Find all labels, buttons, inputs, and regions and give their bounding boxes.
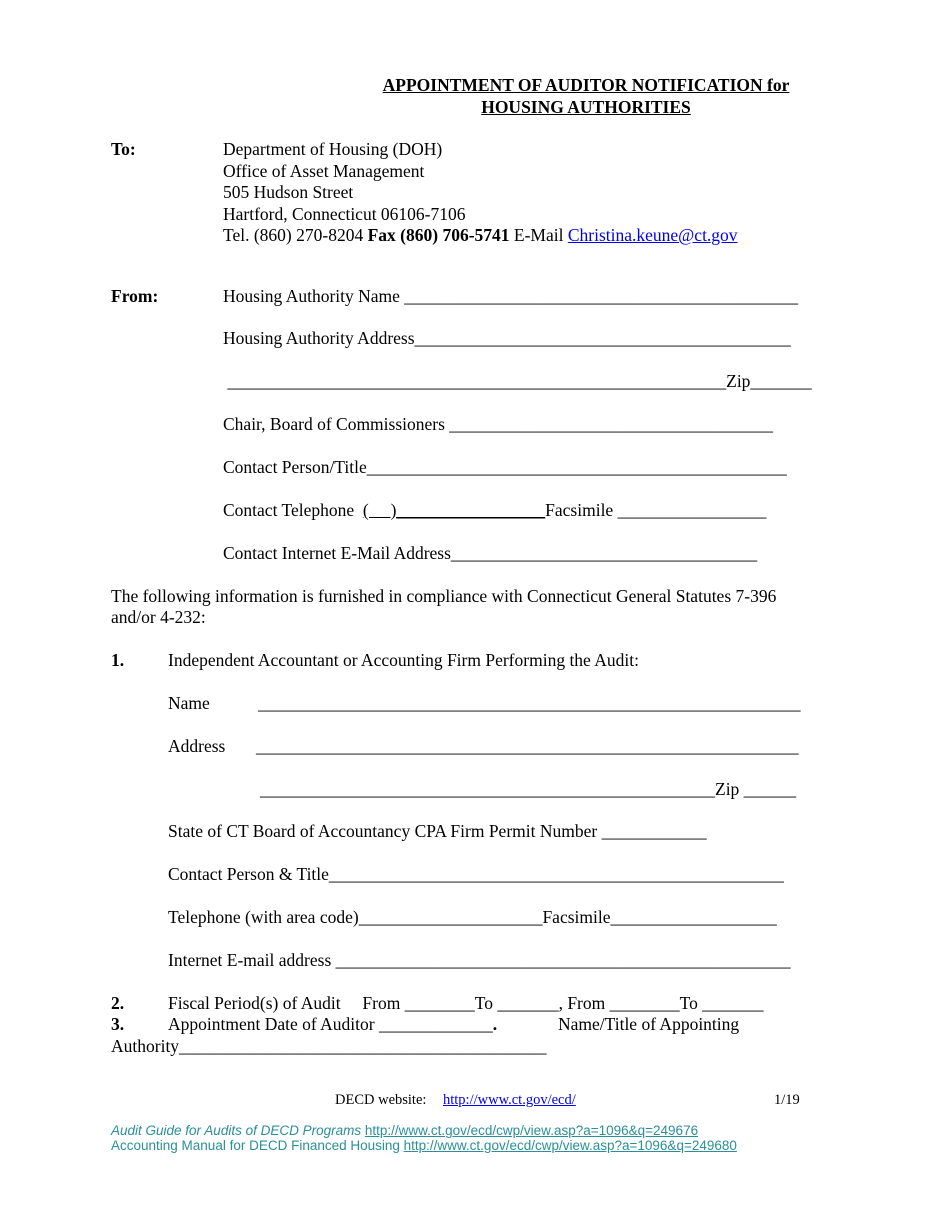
compliance-line1: The following information is furnished in compliance with Connecticut General Statutes 7-396 bbox=[111, 586, 777, 606]
appointment-date-field[interactable] bbox=[168, 1013, 497, 1035]
accounting-manual-label: Accounting Manual for DECD Financed Housing bbox=[111, 1138, 404, 1153]
footer-website-label: DECD website: bbox=[335, 1092, 427, 1108]
housing-authority-name-field[interactable]: Housing Authority Name _____________________________________________ bbox=[223, 286, 799, 306]
page-title: APPOINTMENT OF AUDITOR NOTIFICATION for bbox=[382, 75, 790, 95]
page-number: 1/19 bbox=[774, 1092, 800, 1108]
audit-guide-link[interactable]: http://www.ct.gov/ecd/cwp/view.asp?a=1096&q=249676 bbox=[364, 1123, 699, 1138]
housing-authority-zip-field[interactable]: _________________________________________________________Zip_______ bbox=[223, 371, 812, 391]
compliance-line2: and/or 4-232: bbox=[111, 607, 206, 627]
contact-facsimile-field[interactable]: Facsimile _________________ bbox=[545, 500, 767, 520]
to-line-office: Office of Asset Management bbox=[223, 161, 425, 181]
auditor-name-label: Name bbox=[168, 693, 210, 713]
from-label: From: bbox=[111, 286, 159, 306]
item2-number: 2. bbox=[111, 993, 125, 1013]
to-fax: Fax (860) 706-5741 bbox=[367, 225, 510, 245]
auditor-telephone-field[interactable]: Telephone (with area code)_____________________Facsimile___________________ bbox=[168, 907, 777, 927]
to-line-department: Department of Housing (DOH) bbox=[223, 139, 443, 159]
audit-guide-label: Audit Guide for Audits of DECD Programs bbox=[111, 1123, 365, 1138]
to-email-link[interactable]: Christina.keune@ct.gov bbox=[567, 225, 738, 245]
to-line-street: 505 Hudson Street bbox=[223, 182, 354, 202]
page-title-line2: HOUSING AUTHORITIES bbox=[481, 97, 691, 117]
to-contact-line bbox=[223, 224, 738, 246]
appointing-authority-field[interactable]: Authority__________________________________________ bbox=[111, 1036, 547, 1056]
auditor-address-label: Address bbox=[168, 736, 226, 756]
to-tel: Tel. (860) 270-8204 bbox=[223, 225, 368, 245]
cpa-permit-field[interactable]: State of CT Board of Accountancy CPA Firm Permit Number ____________ bbox=[168, 821, 707, 841]
auditor-zip-field[interactable]: ____________________________________________________Zip ______ bbox=[260, 779, 797, 799]
item3-number: 3. bbox=[111, 1014, 125, 1034]
auditor-address-field[interactable]: ______________________________________________________________ bbox=[256, 736, 799, 756]
auditor-contact-field[interactable]: Contact Person & Title____________________________________________________ bbox=[168, 864, 784, 884]
fiscal-period-field[interactable]: Fiscal Period(s) of Audit From ________To _______, From ________To _______ bbox=[168, 993, 764, 1013]
contact-telephone-label: Contact Telephone bbox=[223, 500, 363, 520]
contact-telephone-field[interactable]: ( )_________________ bbox=[362, 500, 546, 520]
accounting-manual-link[interactable]: http://www.ct.gov/ecd/cwp/view.asp?a=1096&q=249680 bbox=[403, 1138, 737, 1153]
contact-telephone-row bbox=[223, 499, 766, 521]
to-email-label: E-Mail bbox=[509, 225, 568, 245]
to-label: To: bbox=[111, 139, 136, 159]
contact-email-field[interactable]: Contact Internet E-Mail Address___________________________________ bbox=[223, 543, 758, 563]
chair-board-field[interactable]: Chair, Board of Commissioners _____________________________________ bbox=[223, 414, 774, 434]
appointment-date-dot: . bbox=[492, 1014, 498, 1034]
housing-authority-address-field[interactable]: Housing Authority Address___________________________________________ bbox=[223, 328, 791, 348]
footer-website-link[interactable]: http://www.ct.gov/ecd/ bbox=[443, 1092, 576, 1108]
auditor-name-field[interactable]: ______________________________________________________________ bbox=[258, 693, 801, 713]
accounting-manual-line bbox=[111, 1137, 737, 1154]
item1-heading: Independent Accountant or Accounting Firm Performing the Audit: bbox=[168, 650, 639, 670]
to-line-city: Hartford, Connecticut 06106-7106 bbox=[223, 204, 466, 224]
contact-person-title-field[interactable]: Contact Person/Title________________________________________________ bbox=[223, 457, 787, 477]
item1-number: 1. bbox=[111, 650, 125, 670]
appointment-date-text: Appointment Date of Auditor _____________ bbox=[168, 1014, 493, 1034]
auditor-email-field[interactable]: Internet E-mail address ____________________________________________________ bbox=[168, 950, 791, 970]
appointing-authority-label: Name/Title of Appointing bbox=[558, 1014, 740, 1034]
